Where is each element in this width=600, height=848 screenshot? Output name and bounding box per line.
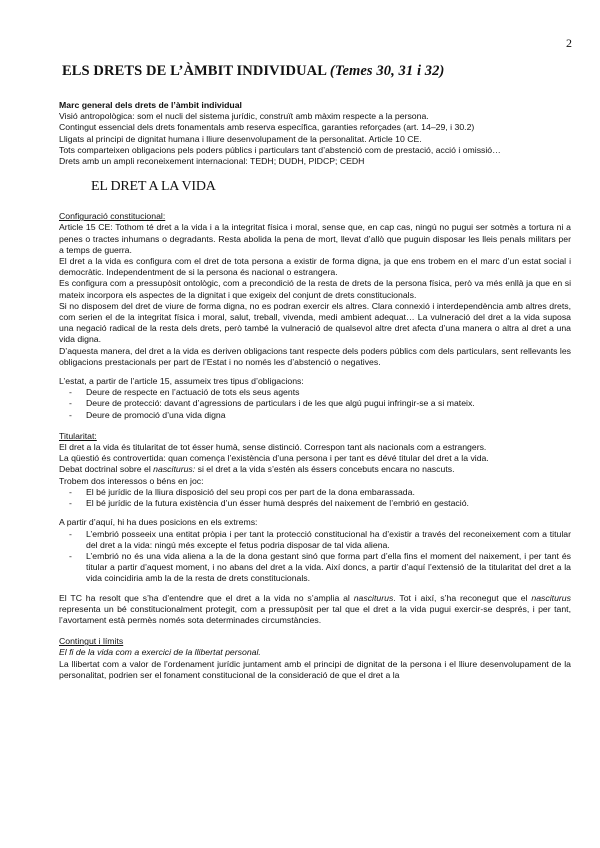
list-item: - Deure de promoció d’una vida digna — [59, 410, 571, 421]
tc-text: El TC ha resolt que s’ha d’entendre que el dret a la vida no s’amplia al — [59, 592, 354, 603]
marc-line: Tots comparteixen obligacions pels poders públics i particulars tant d’abstenció com de prestació, acció i omissió… — [59, 144, 501, 155]
titularitat-heading: Titularitat: — [59, 430, 97, 441]
page-title — [62, 63, 562, 80]
tc-text: . Tot i així, s’ha reconegut que el — [393, 592, 532, 603]
marc-line: Drets amb un ampli reconeixement internacional: TEDH; DUDH, PIDCP; CEDH — [59, 156, 365, 167]
estat-intro: L’estat, a partir de l’article 15, assumeix tres tipus d’obligacions: — [59, 376, 304, 387]
debat-term: nasciturus: — [153, 464, 196, 475]
marc-line: Contingut essencial dels drets fonamentals amb reserva específica, garanties reforçades (art. 14–29, i 30.2) — [59, 122, 475, 133]
contingut-heading: Contingut i límits — [59, 636, 124, 647]
tc-text: representa un bé constitucionalment protegit, com a pressupòsit per tal que el dret a la vida pugui exercir-se després, i per tant, l’avortament està permès només sota determinades circumstàncies. — [59, 603, 571, 625]
page-title-main: ELS DRETS DE L’ÀMBIT INDIVIDUAL — [62, 63, 330, 79]
titularitat-line: La qüestió és controvertida: quan comença l’existència d’una persona i per tant es dévé titular del dret a la vida. — [59, 453, 489, 464]
configuracio-paragraph: Article 15 CE: Tothom té dret a la vida i a la integritat física i moral, sense que, en cap cas, ningú no pugui ser sotmès a tortura ni a penes o tractes inhumans o degradants. Resta abolida la pena de mort, llevat d’allò que puguin disposar les lleis penals militars per a temps de guerra. — [59, 222, 571, 255]
tc-term: nasciturus — [353, 592, 394, 603]
posicions-list — [59, 529, 571, 585]
tc-term: nasciturus — [531, 592, 571, 603]
contingut-subheading-text: El fi de la vida com a exercici de la llibertat personal. — [59, 647, 261, 658]
list-item: - El bé jurídic de la lliura disposició del seu propi cos per part de la dona embarassada. — [59, 487, 571, 498]
titularitat-line: El dret a la vida és titularitat de tot ésser humà, sense distinció. Correspon tant als nacionals com a estrangers. — [59, 442, 487, 453]
section-title: EL DRET A LA VIDA — [91, 179, 216, 195]
list-item: - El bé jurídic de la futura existència d’un ésser humà després del naixement de l’embrió en gestació. — [59, 498, 571, 509]
page-title-temes: (Temes 30, 31 i 32) — [329, 63, 445, 79]
configuracio-heading: Configuració constitucional: — [59, 211, 166, 222]
debat-line — [59, 464, 571, 475]
obligacions-list — [59, 387, 571, 421]
marc-line: Visió antropològica: som el nucli del sistema jurídic, construït amb màxim respecte a la persona. — [59, 111, 429, 122]
configuracio-paragraph: D’aquesta manera, del dret a la vida es deriven obligacions tant respecte dels poders públics com dels particulars, sent rellevants les obligacions prestacionals per part de l’Estat i no només les d’abstenció o negatives. — [59, 345, 571, 367]
document-body — [59, 100, 571, 681]
list-item: - L’embrió posseeix una entitat pròpia i per tant la protecció constitucional ha d’existir a través del reconeixement com a titular del dret a la vida: ningú més excepte el fetus podria disposar de tal vida aliena. — [59, 529, 571, 551]
configuracio-paragraph: Es configura com a pressupòsit ontològic, com a precondició de la resta de drets de la persona física, però va més enllà ja que en si mateix incorpora els aspectes de la dignitat i que exigeix del conjunt de drets constitucionals. — [59, 278, 571, 300]
marc-heading: Marc general dels drets de l’àmbit individual — [59, 100, 242, 110]
list-item: - L’embrió no és una vida aliena a la de la dona gestant sinó que forma part d’ella fins el moment del naixement, i per tant és titular a partir d’aquest moment, i no abans del dret a la vida. Així doncs, a partir d’aquí l’extensió de la titularitat del dret a la vida coincidiria amb la de la resta de drets constitucionals. — [59, 551, 571, 585]
tc-paragraph — [59, 593, 571, 627]
interessos-list — [59, 487, 571, 509]
list-item: - Deure de protecció: davant d’agressions de particulars i de les que algú pugui infringir-se a si mateix. — [59, 398, 571, 409]
posicions-intro: A partir d’aquí, hi ha dues posicions en els extrems: — [59, 517, 258, 528]
contingut-subheading — [59, 647, 571, 658]
list-item: - Deure de respecte en l’actuació de tots els seus agents — [59, 387, 571, 398]
marc-line: Lligats al principi de dignitat humana i lliure desenvolupament de la personalitat. Article 10 CE. — [59, 133, 422, 144]
configuracio-paragraph: El dret a la vida es configura com el dret de tota persona a existir de forma digna, ja que ens trobem en el marc d’un estat social i democràtic. Independentment de si la persona és nacional o estrangera. — [59, 256, 571, 278]
page-number: 2 — [566, 36, 572, 50]
configuracio-paragraph: Si no disposem del dret de viure de forma digna, no es podran exercir els altres. Clara connexió i interdependència amb altres drets, com serien el de la integritat física i moral, salut, treball, vivenda, medi ambient adequat… La vulneració del dret a la vida suposa una negació radical de la resta dels drets, però també la vulneració de qualsevol altre dret afecta d’una manera o altra al dret a una vida digna. — [59, 300, 571, 345]
contingut-paragraph: La llibertat com a valor de l’ordenament jurídic juntament amb el principi de dignitat de la persona i el lliure desenvolupament de la personalitat, podrien ser el fonament constitucional de la consideració de que el dret a la — [59, 658, 571, 680]
debat-text-end: si el dret a la vida s’estén als éssers concebuts encara no nascuts. — [195, 464, 455, 475]
debat-text: Debat doctrinal sobre el — [59, 464, 154, 475]
interessos-intro: Trobem dos interessos o béns en joc: — [59, 475, 204, 486]
